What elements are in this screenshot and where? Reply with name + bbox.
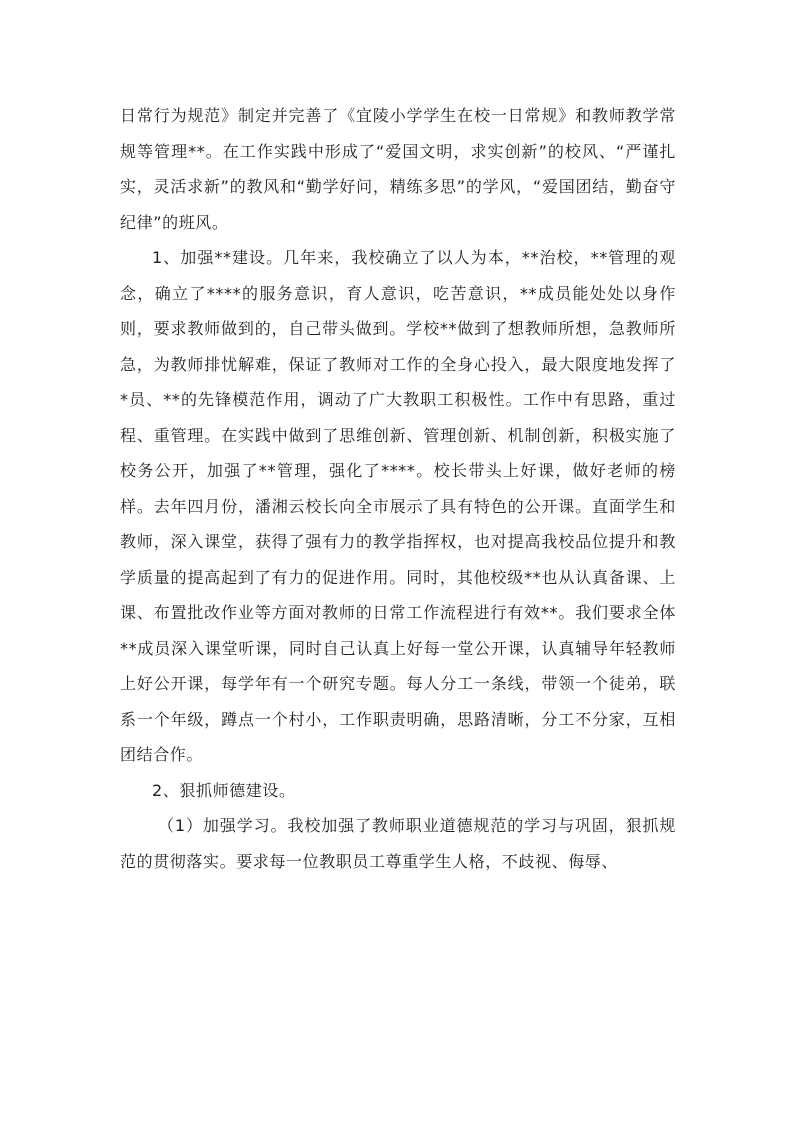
paragraph-section-2-teacher-ethics: 2、狠抓师德建设。 — [152, 780, 296, 800]
paragraph-section-2-1-strengthen-study: （1）加强学习。我校加强了教师职业道德规范的学习与巩固，狠抓规范的贯彻落实。要求每一位教职员工尊重学生人格，不歧视、侮辱、 — [120, 816, 676, 871]
paragraph-intro-continued: 日常行为规范》制定并完善了《宜陵小学学生在校一日常规》和教师教学常规等管理**。在工作实践中形成了“爱国文明，求实创新”的校风、“严谨扎实，灵活求新”的教风和“勤学好问，精练多思”的学风，“爱国团结，勤奋守纪律”的班风。 — [120, 106, 676, 232]
document-body — [120, 98, 676, 879]
paragraph-section-1-strengthen-building: 1、加强**建设。几年来，我校确立了以人为本，**治校，**管理的观念，确立了****的服务意识，育人意识，吃苦意识，**成员能处处以身作则，要求教师做到的，自己带头做到。学校**做到了想教师所想，急教师所急，为教师排忧解难，保证了教师对工作的全身心投入，最大限度地发挥了*员、**的先锋模范作用，调动了广大教职工积极性。工作中有思路，重过程、重管理。在实践中做到了思维创新、管理创新、机制创新，积极实施了校务公开，加强了**管理，强化了****。校长带头上好课，做好老师的榜样。去年四月份，潘湘云校长向全市展示了具有特色的公开课。直面学生和教师，深入课堂，获得了强有力的教学指挥权，也对提高我校品位提升和教学质量的提高起到了有力的促进作用。同时，其他校级**也从认真备课、上课、布置批改作业等方面对教师的日常工作流程进行有效**。我们要求全体**成员深入课堂听课，同时自己认真上好每一堂公开课，认真辅导年轻教师上好公开课，每学年有一个研究专题。每人分工一条线，带领一个徒弟，联系一个年级，蹲点一个村小，工作职责明确，思路清晰，分工不分家，互相团结合作。 — [120, 248, 676, 764]
